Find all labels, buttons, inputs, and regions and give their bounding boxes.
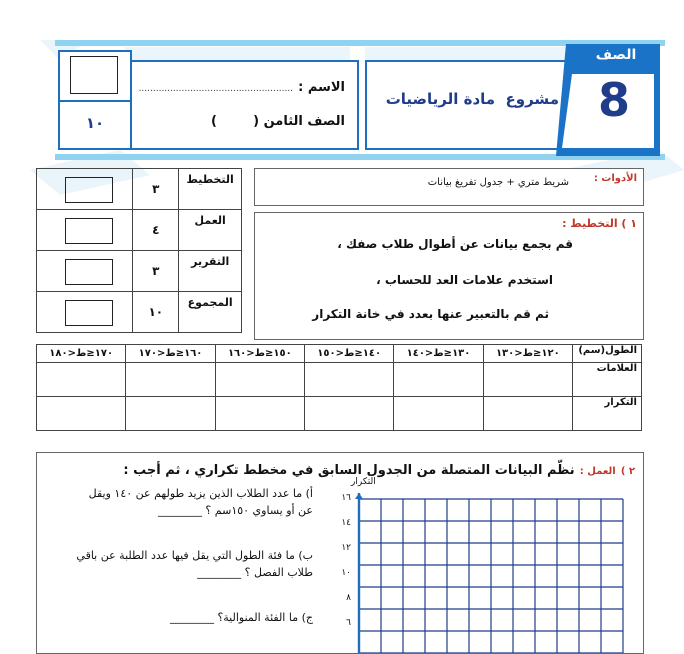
table-cell[interactable] <box>37 397 126 431</box>
table-cell[interactable] <box>37 363 126 397</box>
planning-line-3: ثم قم بالتعبير عنها بعدد في خانة التكرار <box>312 307 549 321</box>
table-cell[interactable] <box>394 363 483 397</box>
distribution-row <box>37 210 242 251</box>
mark-input-box[interactable] <box>65 300 113 326</box>
project-title-panel <box>365 60 569 150</box>
distribution-mark: ٣ <box>133 251 179 292</box>
total-mark: ١٠ <box>85 114 105 132</box>
y-tick-label: ١٢ <box>341 543 351 553</box>
y-tick-label: ١٠ <box>341 568 351 578</box>
question-b-line-2[interactable]: طلاب الفصل ؟ ________ <box>197 566 313 579</box>
distribution-item: المجموع <box>179 292 242 333</box>
planning-box <box>254 212 644 340</box>
table-cell[interactable] <box>215 363 304 397</box>
distribution-mark: ٤ <box>133 210 179 251</box>
work-section <box>36 452 644 654</box>
planning-heading: ١ ) التخطيط : <box>562 217 637 230</box>
y-tick-label: ٦ <box>346 618 351 628</box>
question-b-line-1: ب) ما فئة الطول التي يقل فيها عدد الطلبة عن باقي <box>76 549 313 562</box>
y-axis-label: التكرار <box>351 477 376 487</box>
question-b <box>43 549 313 579</box>
table-cell[interactable] <box>126 397 215 431</box>
table-cell[interactable] <box>126 363 215 397</box>
grade-label: الصف <box>595 47 637 63</box>
mark-input-box[interactable] <box>65 177 113 203</box>
name-label: الاسم : <box>298 80 345 95</box>
table-cell[interactable] <box>483 397 572 431</box>
distribution-row <box>37 292 242 333</box>
table-cell[interactable] <box>305 397 394 431</box>
class-label[interactable]: الصف الثامن ( ) <box>210 114 345 129</box>
score-box[interactable] <box>70 56 118 94</box>
y-axis-arrow <box>355 493 363 499</box>
table-row <box>37 397 642 431</box>
distribution-item: العمل <box>179 210 242 251</box>
work-instruction: نظّم البيانات المتصلة من الجدول السابق في مخطط تكراري ، ثم أجب : <box>123 463 575 478</box>
tools-box <box>254 168 644 206</box>
mark-distribution-table <box>36 168 242 333</box>
distribution-mark: ١٠ <box>133 292 179 333</box>
distribution-item: التقرير <box>179 251 242 292</box>
distribution-row <box>37 169 242 210</box>
name-field[interactable]: ...................................................... <box>138 84 294 94</box>
planning-line-1: قم بجمع بيانات عن أطوال طلاب صفك ، <box>337 237 573 251</box>
tools-text: شريط متري + جدول تفريغ بيانات <box>427 177 569 188</box>
y-tick-label: ٨ <box>346 593 351 603</box>
row-header: الطول(سم) <box>573 345 642 363</box>
interval-header: ١٦٠≤ط<١٧٠ <box>126 345 215 363</box>
table-cell[interactable] <box>215 397 304 431</box>
mark-input-box[interactable] <box>65 259 113 285</box>
row-header: العلامات <box>573 363 642 397</box>
interval-header: ١٣٠≤ط<١٤٠ <box>394 345 483 363</box>
total-mark-panel <box>58 50 132 150</box>
distribution-item: التخطيط <box>179 169 242 210</box>
table-cell[interactable] <box>483 363 572 397</box>
interval-header: ١٢٠≤ط<١٣٠ <box>483 345 572 363</box>
project-title: مشروع مادة الرياضيات <box>385 90 559 108</box>
tools-label: الأدوات : <box>593 173 637 184</box>
grade-number: 8 <box>597 73 630 127</box>
student-info-panel <box>130 60 359 150</box>
work-label: العمل : <box>579 466 616 477</box>
table-row <box>37 345 642 363</box>
table-cell[interactable] <box>305 363 394 397</box>
y-tick-label: ١٤ <box>341 518 351 528</box>
question-a-line-2[interactable]: عن أو يساوي ١٥٠سم ؟ ________ <box>157 504 313 517</box>
question-a <box>43 487 313 517</box>
work-number: ٢ ) <box>620 466 635 477</box>
histogram-grid[interactable] <box>353 493 643 653</box>
row-header: التكرار <box>573 397 642 431</box>
work-heading <box>123 459 635 478</box>
interval-header: ١٤٠≤ط<١٥٠ <box>305 345 394 363</box>
table-row <box>37 363 642 397</box>
question-a-line-1: أ) ما عدد الطلاب الذين يزيد طولهم عن ١٤٠ ويقل <box>88 487 313 500</box>
distribution-mark: ٣ <box>133 169 179 210</box>
mark-input-box[interactable] <box>65 218 113 244</box>
planning-line-2: استخدم علامات العد للحساب ، <box>376 273 553 287</box>
interval-header: ١٧٠≤ط<١٨٠ <box>37 345 126 363</box>
y-tick-label: ١٦ <box>341 493 351 503</box>
table-cell[interactable] <box>394 397 483 431</box>
height-data-table <box>36 344 642 431</box>
distribution-row <box>37 251 242 292</box>
interval-header: ١٥٠≤ط<١٦٠ <box>215 345 304 363</box>
question-c[interactable]: ج) ما الفئة المنوالية؟ ________ <box>169 611 313 624</box>
